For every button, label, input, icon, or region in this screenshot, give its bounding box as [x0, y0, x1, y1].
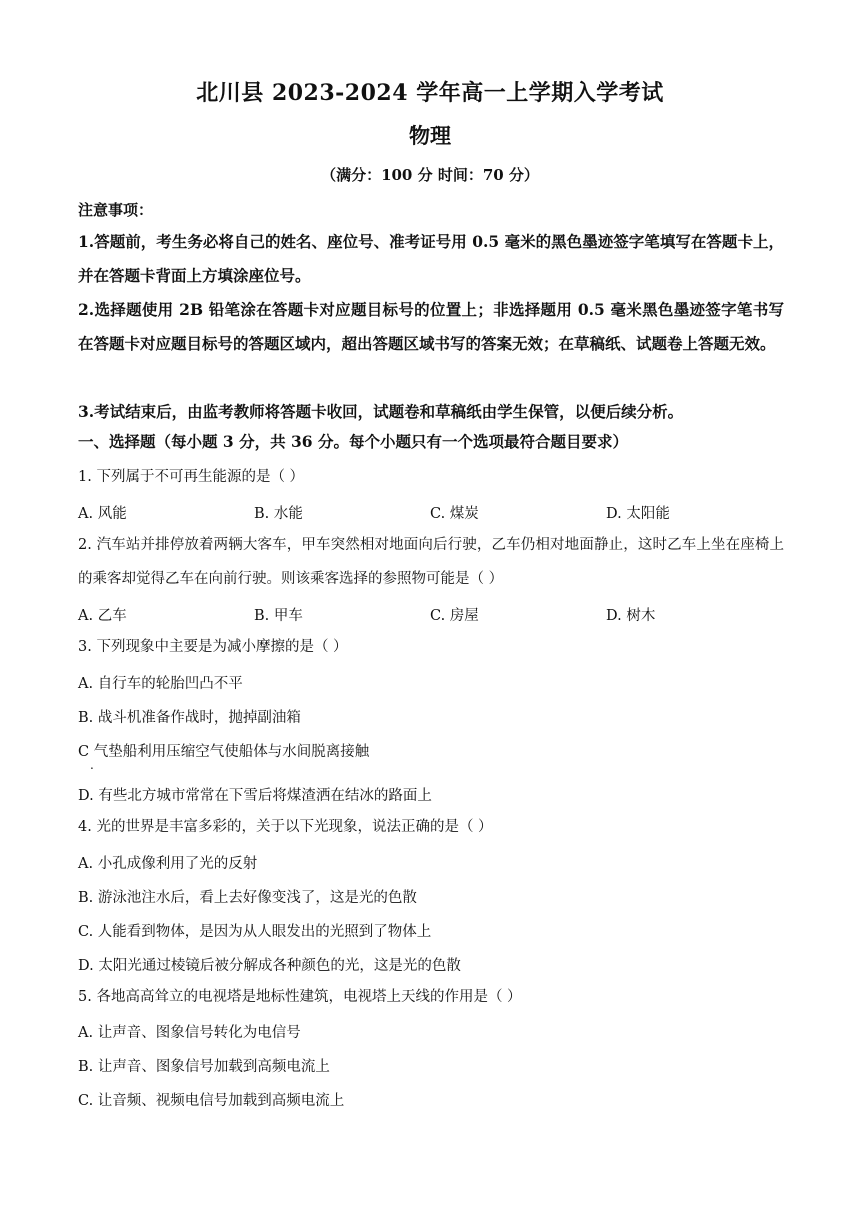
question-3-stem: 3. 下列现象中主要是为减小摩擦的是（ ）: [78, 639, 348, 655]
question-1-option-d: D. 太阳能: [606, 506, 670, 522]
question-2-option-b: B. 甲车: [254, 608, 303, 624]
question-3-option-a: A. 自行车的轮胎凹凸不平: [78, 676, 243, 692]
subject-title: 物理: [409, 123, 451, 148]
question-2-option-a: A. 乙车: [78, 608, 127, 624]
question-1-option-b: B. 水能: [254, 506, 303, 522]
question-5-option-a: A. 让声音、图象信号转化为电信号: [78, 1025, 301, 1041]
question-3-option-c: C 气垫船利用压缩空气使船体与水间脱离接触: [78, 744, 370, 760]
question-2-option-d: D. 树木: [606, 608, 656, 624]
score-time-line: （满分：100 分 时间：70 分）: [321, 166, 539, 184]
question-2-option-c: C. 房屋: [430, 608, 479, 624]
question-1-stem: 1. 下列属于不可再生能源的是（ ）: [78, 469, 305, 485]
question-3-option-b: B. 战斗机准备作战时，抛掉副油箱: [78, 710, 301, 726]
question-4-option-a: A. 小孔成像利用了光的反射: [78, 856, 258, 872]
option-c-dot-mark: .: [90, 758, 94, 772]
notice-item-2: 2.选择题使用 2B 铅笔涂在答题卡对应题目标号的位置上；非选择题用 0.5 毫米黑色墨迹签字笔书写在答题卡对应题目标号的答题区域内，超出答题区域书写的答案无效；在草稿纸、试题卷上答题无效。: [78, 300, 784, 353]
exam-title: 北川县 2023-2024 学年高一上学期入学考试: [196, 80, 664, 106]
notice-item-3: 3.考试结束后，由监考教师将答题卡收回，试题卷和草稿纸由学生保管，以便后续分析。: [78, 402, 684, 421]
question-1-option-c: C. 煤炭: [430, 506, 479, 522]
question-1-option-a: A. 风能: [78, 506, 127, 522]
question-2-stem: 2. 汽车站并排停放着两辆大客车，甲车突然相对地面向后行驶，乙车仍相对地面静止，这时乙车上坐在座椅上的乘客却觉得乙车在向前行驶。则该乘客选择的参照物可能是（ ）: [78, 537, 784, 587]
notice-item-1: 1.答题前，考生务必将自己的姓名、座位号、准考证号用 0.5 毫米的黑色墨迹签字笔填写在答题卡上， 并在答题卡背面上方填涂座位号。: [78, 232, 784, 285]
question-4-option-b: B. 游泳池注水后，看上去好像变浅了，这是光的色散: [78, 890, 417, 906]
question-5-option-b: B. 让声音、图象信号加载到高频电流上: [78, 1059, 330, 1075]
notice-heading: 注意事项：: [78, 201, 154, 219]
question-5-option-c: C. 让音频、视频电信号加载到高频电流上: [78, 1093, 345, 1109]
question-4-option-d: D. 太阳光通过棱镜后被分解成各种颜色的光，这是光的色散: [78, 958, 461, 974]
question-4-stem: 4. 光的世界是丰富多彩的，关于以下光现象，说法正确的是（ ）: [78, 819, 493, 835]
section-heading: 一、选择题（每小题 3 分，共 36 分。每个小题只有一个选项最符合题目要求）: [78, 432, 628, 451]
question-5-stem: 5. 各地高高耸立的电视塔是地标性建筑，电视塔上天线的作用是（ ）: [78, 989, 522, 1005]
question-4-option-c: C. 人能看到物体，是因为从人眼发出的光照到了物体上: [78, 924, 432, 940]
question-3-option-d: D. 有些北方城市常常在下雪后将煤渣洒在结冰的路面上: [78, 788, 432, 804]
